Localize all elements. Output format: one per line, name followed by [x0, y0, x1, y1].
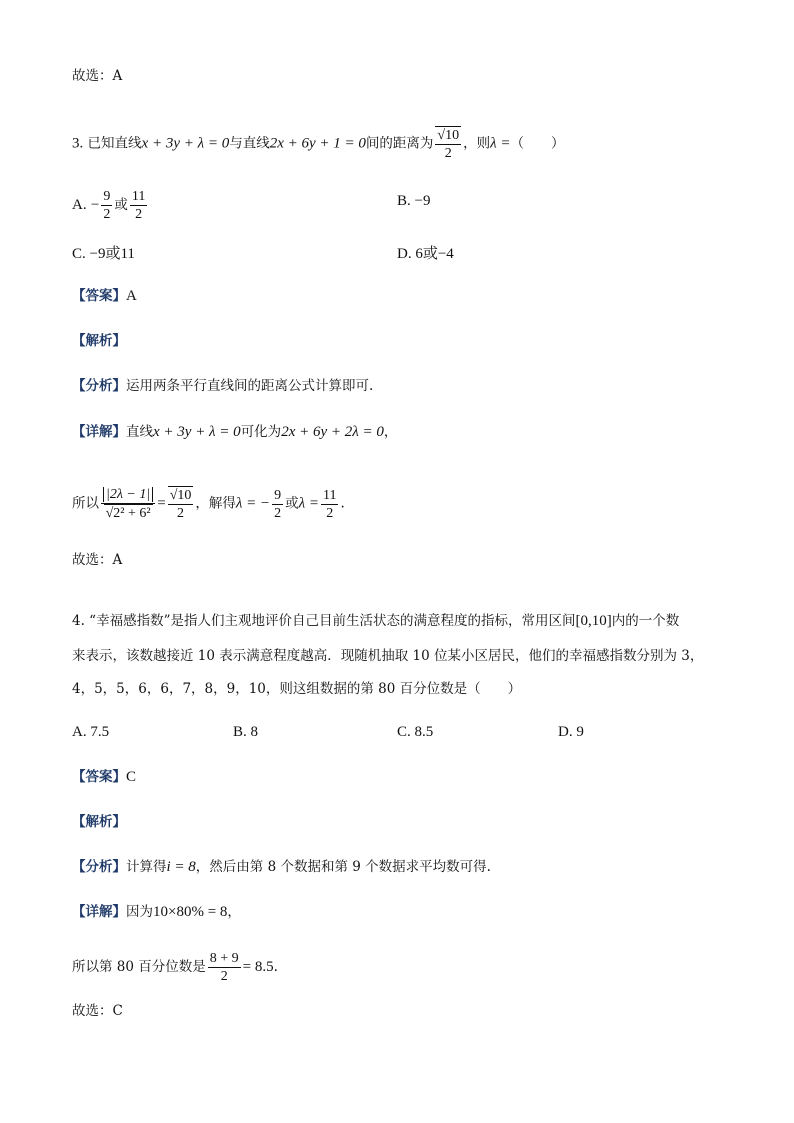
- q3-analysis-heading: [72, 331, 126, 351]
- q3-formula-num: [101, 486, 155, 504]
- q3-fenxi-tag: 【分析】: [72, 378, 126, 394]
- q4-choose: 故选：C: [72, 1003, 123, 1019]
- q4-option-a: A. 7.5: [72, 724, 110, 740]
- q3-option-a-frac2-den: 2: [135, 207, 143, 222]
- q3-ask: λ =: [490, 135, 511, 152]
- q4-detail-eq: 10×80% = 8: [153, 904, 228, 920]
- q3-option-a-minus: −: [90, 197, 100, 213]
- q3-answer-value: A: [126, 288, 137, 304]
- q4-fenxi-text-2: ，然后由第 8 个数据和第 9 个数据求平均数可得.: [195, 859, 491, 875]
- q3-option-a: [72, 188, 149, 223]
- q3-fenxi-text: 运用两条平行直线间的距离公式计算即可.: [126, 378, 374, 394]
- q4-solution: [72, 950, 278, 985]
- q4-detail-text-1: 因为: [126, 904, 153, 920]
- q3-rhs-den: 2: [177, 506, 185, 521]
- q3-paren: （ ）: [510, 135, 565, 152]
- q3-choose: 故选：A: [72, 552, 123, 568]
- q3-fenxi: [72, 376, 373, 396]
- q3-rhs-num: √10: [169, 488, 192, 503]
- q3-sol1: [272, 487, 283, 522]
- q3-detail-text-3: ，: [383, 424, 398, 440]
- q4-average-fraction: [208, 950, 241, 985]
- q4-analysis-heading: [72, 812, 126, 832]
- q3-period: .: [340, 495, 345, 512]
- q3-formula-num-text: |2λ − 1|: [103, 487, 153, 502]
- q3-option-a-label: A.: [72, 197, 87, 213]
- q4-stem-line-3: 4，5，5，6，6，7，8，9，10，则这组数据的第 80 百分位数是（ ）: [72, 681, 522, 697]
- q3-option-a-frac1-den: 2: [103, 207, 111, 222]
- q4-fenxi-eq: i = 8: [166, 859, 196, 875]
- q4-frac-den: 2: [220, 969, 228, 984]
- q3-answer-tag: 【答案】: [72, 288, 126, 304]
- q3-solve: ，解得: [195, 495, 236, 512]
- q3-number: 3.: [72, 135, 84, 152]
- q4-analysis-tag: 【解析】: [72, 814, 126, 830]
- q4-stem-1a: 4. “幸福感指数”是指人们主观地评价自己目前生活状态的满意程度的指标，常用区间: [72, 613, 576, 629]
- q3-detail-line2: 2x + 6y + 2λ = 0: [281, 424, 384, 440]
- q3-dist-den: 2: [444, 146, 452, 161]
- q3-rhs-fraction: [168, 486, 194, 522]
- q4-fenxi-tag: 【分析】: [72, 859, 126, 875]
- q3-detail-text-2: 可化为: [240, 424, 282, 440]
- q3-text-1: 已知直线: [87, 135, 142, 152]
- q3-lambda-1: λ = −: [235, 495, 271, 512]
- q3-sol2: [321, 487, 338, 522]
- q4-detail-tag: 【详解】: [72, 904, 126, 920]
- q4-detail: [72, 902, 241, 922]
- q3-sol2-num: 11: [323, 487, 337, 503]
- q4-answer-tag: 【答案】: [72, 769, 126, 785]
- q4-interval: [0,10]: [575, 613, 612, 629]
- q3-analysis-tag: 【解析】: [72, 333, 126, 349]
- q3-option-a-or: 或: [114, 197, 128, 213]
- q3-sol1-num: 9: [274, 487, 282, 503]
- q3-distance-formula: [101, 486, 155, 522]
- q4-answer-value: C: [126, 769, 137, 785]
- q3-distance-fraction: [435, 126, 461, 162]
- prev-answer: 故选：A: [72, 68, 123, 84]
- q4-so: 所以第 80 百分位数是: [72, 959, 206, 975]
- q4-frac-num: 8 + 9: [209, 951, 239, 966]
- q4-stem-line-1: [72, 611, 679, 631]
- q3-option-a-frac2-num: 11: [131, 189, 146, 204]
- q4-result: = 8.5: [242, 959, 274, 975]
- q4-option-d: D. 9: [558, 724, 584, 740]
- q4-detail-text-2: ，: [227, 904, 241, 920]
- q3-detail: [72, 422, 397, 442]
- q4-period: .: [273, 959, 278, 975]
- q3-sol2-den: 2: [326, 505, 334, 521]
- q3-line1: x + 3y + λ = 0: [141, 135, 230, 152]
- q3-option-a-frac1: [101, 188, 112, 223]
- q3-option-a-frac1-num: 9: [103, 189, 111, 204]
- q3-formula-den: √2² + 6²: [105, 506, 151, 521]
- q3-dist-num: √10: [437, 128, 460, 143]
- q4-answer: [72, 767, 136, 787]
- q3-or: 或: [285, 495, 299, 512]
- q3-option-c: C. −9或11: [72, 246, 135, 262]
- q4-option-c: C. 8.5: [397, 724, 434, 740]
- q3-option-b: B. −9: [397, 193, 431, 209]
- q3-sol1-den: 2: [274, 505, 282, 521]
- q3-line2: 2x + 6y + 1 = 0: [269, 135, 366, 152]
- q3-detail-tag: 【详解】: [72, 424, 126, 440]
- q3-detail-text-1: 直线: [126, 424, 153, 440]
- q3-stem: [72, 126, 564, 162]
- q3-detail-line: x + 3y + λ = 0: [153, 424, 241, 440]
- q3-option-d: D. 6或−4: [397, 246, 454, 262]
- q3-text-2: 与直线: [229, 135, 270, 152]
- q3-option-a-frac2: [130, 188, 147, 223]
- q3-equals: =: [157, 495, 166, 512]
- q3-lambda-2: λ =: [298, 495, 319, 512]
- q4-option-b: B. 8: [233, 724, 259, 740]
- q3-answer: [72, 286, 137, 306]
- q4-fenxi: [72, 857, 491, 877]
- q3-solution: [72, 486, 345, 522]
- q4-stem-1b: 内的一个数: [611, 613, 680, 629]
- q3-text-3: 间的距离为: [365, 135, 434, 152]
- q3-so: 所以: [72, 495, 99, 512]
- q4-stem-line-2: 来表示，该数越接近 10 表示满意程度越高．现随机抽取 10 位某小区居民，他们的幸福感指数分别为 3，: [72, 648, 704, 664]
- q3-text-4: ，则: [463, 135, 491, 152]
- q4-fenxi-text-1: 计算得: [126, 859, 167, 875]
